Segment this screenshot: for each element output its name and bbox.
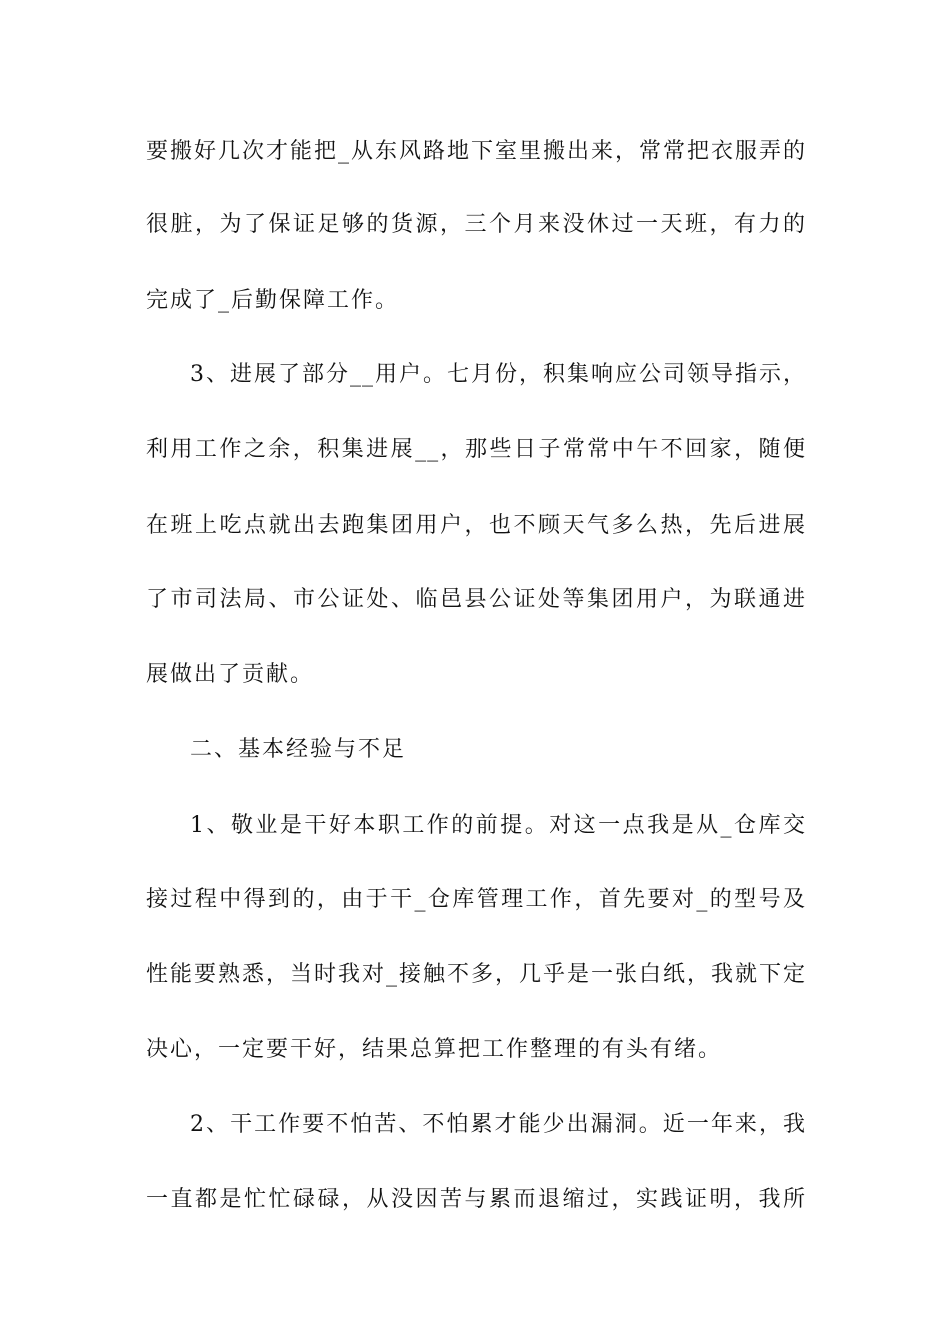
paragraph-line: 在班上吃点就出去跑集团用户，也不顾天气多么热，先后进展 <box>146 513 806 538</box>
paragraph-line: 了市司法局、市公证处、临邑县公证处等集团用户，为联通进 <box>146 587 806 612</box>
paragraph-line: 要搬好几次才能把_从东风路地下室里搬出来，常常把衣服弄的 <box>146 139 806 164</box>
paragraph-line: 接过程中得到的，由于干_仓库管理工作，首先要对_的型号及 <box>146 887 806 912</box>
paragraph-line: 完成了_后勤保障工作。 <box>146 288 400 313</box>
paragraph-line: 很脏，为了保证足够的货源，三个月来没休过一天班，有力的 <box>146 212 806 237</box>
paragraph-line: 3、进展了部分__用户。七月份，积集响应公司领导指示， <box>190 362 806 387</box>
paragraph-line: 一直都是忙忙碌碌，从没因苦与累而退缩过，实践证明，我所 <box>146 1187 806 1212</box>
paragraph-line: 性能要熟悉，当时我对_接触不多，几乎是一张白纸，我就下定 <box>146 962 806 987</box>
paragraph-line: 展做出了贡献。 <box>146 662 315 687</box>
paragraph-line: 决心，一定要干好，结果总算把工作整理的有头有绪。 <box>146 1037 723 1062</box>
section-heading: 二、基本经验与不足 <box>190 737 407 762</box>
paragraph-line: 2、干工作要不怕苦、不怕累才能少出漏洞。近一年来，我 <box>190 1112 806 1137</box>
paragraph-line: 利用工作之余，积集进展__，那些日子常常中午不回家，随便 <box>146 437 806 462</box>
paragraph-line: 1、敬业是干好本职工作的前提。对这一点我是从_仓库交 <box>190 813 806 838</box>
